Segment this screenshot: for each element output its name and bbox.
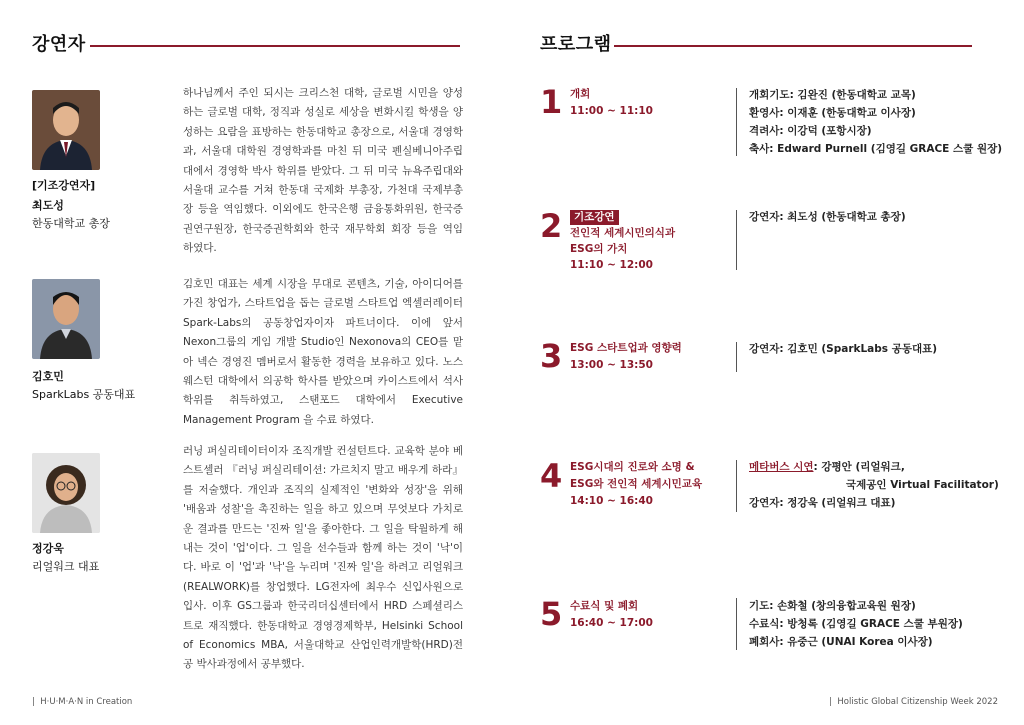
speaker-affiliation: SparkLabs 공동대표 — [32, 388, 136, 401]
program-item-title: ESG의 가치 — [570, 243, 628, 255]
program-divider — [736, 210, 737, 270]
speaker-name: 정강욱 — [32, 542, 64, 555]
speaker-photo-jung — [32, 453, 100, 533]
program-item-title: ESG 스타트업과 영향력 — [570, 342, 682, 354]
program-item-time: 13:00 ~ 13:50 — [570, 359, 653, 371]
speaker-bio: 김호민 대표는 세계 시장을 무대로 콘텐츠, 기술, 아이디어를 가진 창업가, 스타트업을 돕는 글로벌 스타트업 엑셀러레이터 Spark-Labs의 공동창업자이자 파트너이다. 이에 앞서 Nexon그룹의 게임 개발 Studio인 Nexonova의 CEO를 맡아 넥슨 경영진 멤버로서 활동한 경력을 보유하고 있다. 노스웨스턴 대학에서 의공학 학사를 받았으며 카이스트에서 석사 학위를 취득하였고, 스탠포드 대학에서 Executive Management Program 을 수료 하였다. — [183, 278, 463, 426]
program-item-time: 16:40 ~ 17:00 — [570, 617, 653, 629]
footer-right-text: Holistic Global Citizenship Week 2022 — [837, 697, 998, 707]
program-item-detail: 격려사: 이강덕 (포항시장) — [749, 125, 872, 137]
program-item-detail: 강연자: 정강욱 (리얼워크 대표) — [749, 497, 896, 509]
speakers-title: 강연자 — [32, 34, 86, 55]
program-item-number: 4 — [540, 457, 563, 495]
footer-left — [32, 697, 132, 707]
program-item-detail: 축사: Edward Purnell (김영길 GRACE 스쿨 원장) — [749, 143, 1003, 155]
speakers-title-rule — [90, 45, 460, 47]
program-item-number: 5 — [540, 595, 563, 633]
footer-right — [829, 697, 998, 707]
program-divider — [736, 88, 737, 156]
program-item-title: ESG시대의 진로와 소명 & — [570, 461, 695, 473]
speaker-affiliation: 리얼워크 대표 — [32, 560, 100, 573]
speaker-portrait-icon — [32, 453, 100, 533]
program-item-number: 1 — [540, 83, 563, 121]
speaker-portrait-icon — [32, 279, 100, 359]
program-item-time: 14:10 ~ 16:40 — [570, 495, 653, 507]
footer-left-text: H·U·M·A·N in Creation — [40, 697, 133, 707]
program-item-detail: 폐회사: 유중근 (UNAI Korea 이사장) — [749, 636, 933, 648]
program-item-detail: 환영사: 이재훈 (한동대학교 이사장) — [749, 107, 916, 119]
program-divider — [736, 598, 737, 650]
program-item-detail: 기도: 손화철 (창의융합교육원 원장) — [749, 600, 916, 612]
footer-separator: | — [829, 697, 838, 707]
speaker-affiliation: 한동대학교 총장 — [32, 217, 110, 230]
program-item-detail-row — [749, 458, 905, 476]
footer-separator: | — [32, 697, 41, 707]
speaker-name: 김호민 — [32, 370, 64, 383]
keynote-badge: 기조강연 — [570, 210, 619, 225]
speaker-role: [기조강연자] — [32, 179, 96, 192]
speaker-bio: 러닝 퍼실리테이터이자 조직개발 컨설턴트다. 교육학 분야 베스트셀러 『러닝 퍼실리테이션: 가르치지 말고 배우게 하라』를 저술했다. 개인과 조직의 실제적인 '변화와 성장'을 위해 '배움과 성찰'을 촉진하는 일을 하고 있으며 무엇보다 가치로운 결과를 만드는 '진짜 일'을 좋아한다. 그 일을 탁월하게 해내는 것이 '업'이다. 그 일을 선수들과 함께 하는 것이 '낙'이다. 바로 이 '업'과 '낙'을 누리며 '진짜 일'을 하려고 리얼워크(REALWORK)를 창업했다. LG전자에 최우수 신입사원으로 입사. 이후 GS그룹과 한국리더십센터에서 HRD 스페셜리스트로 재직했다. 한동대학교 경영경제학부, Helsinki School of Economics MBA, 서울대학교 산업인력개발학(HRD)전공 박사과정에서 공부했다. — [183, 445, 463, 671]
program-item-number: 2 — [540, 207, 563, 245]
speaker-bio: 하나님께서 주인 되시는 크리스천 대학, 글로벌 시민을 양성하는 글로벌 대학, 정직과 성실로 세상을 변화시킬 학생을 양성하는 요람을 표방하는 한동대학교 총장으로, 서울대 경영학과, 서울대 대학원 경영학과를 마친 뒤 미국 펜실베니아주립대에서 경영학 박사 학위를 받았다. 그 뒤 미국 뉴욕주립대와 서울대 교수를 거쳐 한동대 국제화 부총장, 가천대 국제부총장 등을 역임했다. 이외에도 한국은행 금융통화위원, 한국증권연구원장, 한국증권학회와 한국 재무학회 회장 등을 역임 하였다. — [183, 87, 463, 255]
program-divider — [736, 460, 737, 512]
speaker-portrait-icon — [32, 90, 100, 170]
program-title: 프로그램 — [540, 34, 612, 55]
program-item-detail: 강연자: 최도성 (한동대학교 총장) — [749, 211, 906, 223]
program-item-time: 11:00 ~ 11:10 — [570, 105, 653, 117]
program-item-detail: 수료식: 방청록 (김영길 GRACE 스쿨 부원장) — [749, 618, 963, 630]
speaker-name: 최도성 — [32, 199, 64, 212]
program-item-badge-row — [570, 209, 730, 226]
program-item-title: 수료식 및 폐회 — [570, 600, 639, 612]
program-item-title: 개회 — [570, 88, 591, 100]
metaverse-demo-label: 메타버스 시연 — [749, 461, 814, 473]
program-item-detail: : 강평안 (리얼워크, — [813, 461, 905, 473]
program-item-title: ESG와 전인적 세계시민교육 — [570, 478, 703, 490]
program-divider — [736, 342, 737, 372]
program-item-detail: 국제공인 Virtual Facilitator) — [846, 479, 999, 491]
program-item-number: 3 — [540, 337, 563, 375]
program-title-rule — [614, 45, 972, 47]
program-item-title: 전인적 세계시민의식과 — [570, 227, 676, 239]
program-item-detail: 개회기도: 김완진 (한동대학교 교목) — [749, 89, 916, 101]
speaker-photo-choi — [32, 90, 100, 170]
speaker-photo-kim — [32, 279, 100, 359]
program-item-detail: 강연자: 김호민 (SparkLabs 공동대표) — [749, 343, 938, 355]
program-item-time: 11:10 ~ 12:00 — [570, 259, 653, 271]
